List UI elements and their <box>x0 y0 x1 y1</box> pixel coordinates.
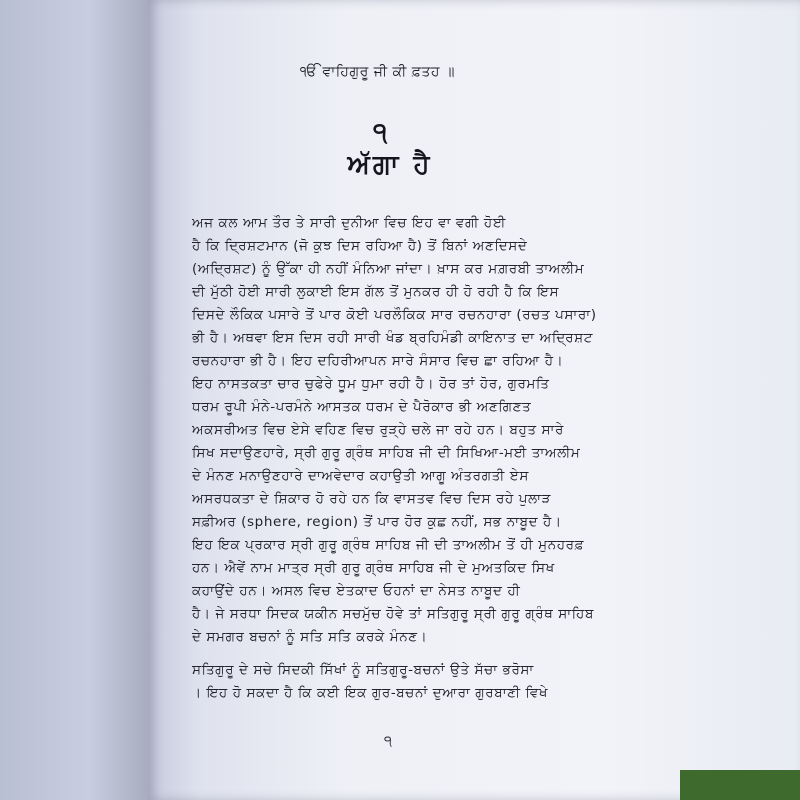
body-text <box>192 212 602 705</box>
text-line: ਅਸਰਧਕਤਾ ਦੇ ਸ਼ਿਕਾਰ ਹੋ ਰਹੇ ਹਨ ਕਿ ਵਾਸਤਵ ਵਿਚ ਦਿਸ ਰਹੇ ਪੁਲਾੜ <box>192 491 552 507</box>
text-line: ਦੀ ਮੁੱਠੀ ਹੋਈ ਸਾਰੀ ਲੁਕਾਈ ਇਸ ਗੱਲ ਤੋਂ ਮੁਨਕਰ ਹੀ ਹੋ ਰਹੀ ਹੈ ਕਿ ਇਸ <box>192 284 560 300</box>
text-line: ਹੈ। ਜੇ ਸਰਧਾ ਸਿਦਕ ਯਕੀਨ ਸਚਮੁੱਚ ਹੋਵੇ ਤਾਂ ਸਤਿਗੁਰੂ ਸ੍ਰੀ ਗੁਰੂ ਗ੍ਰੰਥ ਸਾਹਿਬ <box>192 606 594 622</box>
text-line: ਅਜ ਕਲ ਆਮ ਤੌਰ ਤੇ ਸਾਰੀ ਦੁਨੀਆ ਵਿਚ ਇਹ ਵਾ ਵਗੀ ਹੋਈ <box>192 215 506 231</box>
text-line: ਭੀ ਹੈ। ਅਥਵਾ ਇਸ ਦਿਸ ਰਹੀ ਸਾਰੀ ਖੰਡ ਬ੍ਰਹਿਮੰਡੀ ਕਾਇਨਾਤ ਦਾ ਅਦ੍ਰਿਸ਼ਟ <box>192 330 593 346</box>
text-line: ਇਹ ਨਾਸਤਕਤਾ ਚਾਰ ਚੁਫੇਰੇ ਧੂਮ ਧੁਮਾ ਰਹੀ ਹੈ। ਹੋਰ ਤਾਂ ਹੋਰ, ਗੁਰਮਤਿ <box>192 376 550 392</box>
text-line: ਦੇ ਸਮਗਰ ਬਚਨਾਂ ਨੂੰ ਸਤਿ ਸਤਿ ਕਰਕੇ ਮੰਨਣ। <box>192 629 428 645</box>
text-line: ਇਹ ਇਕ ਪ੍ਰਕਾਰ ਸ੍ਰੀ ਗੁਰੂ ਗ੍ਰੰਥ ਸਾਹਿਬ ਜੀ ਦੀ ਤਾਅਲੀਮ ਤੋਂ ਹੀ ਮੁਨਹਰਫ਼ <box>192 537 585 553</box>
book-spine <box>0 0 148 800</box>
page-number: ੧ <box>383 732 393 750</box>
text-line: ਸਿਖ ਸਦਾਉਣਹਾਰੇ, ਸ੍ਰੀ ਗੁਰੂ ਗ੍ਰੰਥ ਸਾਹਿਬ ਜੀ ਦੀ ਸਿਖਿਆ-ਮਈ ਤਾਅਲੀਮ <box>192 445 581 461</box>
invocation-line: ੴ ਵਾਹਿਗੁਰੂ ਜੀ ਕੀ ਫ਼ਤਹ ॥ <box>300 64 455 80</box>
chapter-number: ੧ <box>372 118 388 148</box>
text-line: ਹਨ। ਐਵੇਂ ਨਾਮ ਮਾਤ੍ਰ ਸ੍ਰੀ ਗੁਰੂ ਗ੍ਰੰਥ ਸਾਹਿਬ ਜੀ ਦੇ ਮੁਅਤਕਿਦ ਸਿਖ <box>192 560 555 576</box>
text-line: ਦਿਸਦੇ ਲੌਕਿਕ ਪਸਾਰੇ ਤੋਂ ਪਾਰ ਕੋਈ ਪਰਲੌਕਿਕ ਸਾਰ ਰਚਨਹਾਰਾ (ਰਚਤ ਪਸਾਰਾ) <box>192 307 597 323</box>
background-surface <box>680 770 800 800</box>
text-line: ਸਤਿਗੁਰੂ ਦੇ ਸਚੇ ਸਿਦਕੀ ਸਿੱਖਾਂ ਨੂੰ ਸਤਿਗੁਰੂ-ਬਚਨਾਂ ਉਤੇ ਸੱਚਾ ਭਰੋਸਾ <box>192 662 534 678</box>
text-line: ਕਹਾਉਂਦੇ ਹਨ। ਅਸਲ ਵਿਚ ਏਤਕਾਦ ਓਹਨਾਂ ਦਾ ਨੇਸਤ ਨਾਬੂਦ ਹੀ <box>192 583 521 599</box>
text-line: (ਅਦ੍ਰਿਸ਼ਟ) ਨੂੰ ਉੱਕਾ ਹੀ ਨਹੀਂ ਮੰਨਿਆ ਜਾਂਦਾ। ਖ਼ਾਸ ਕਰ ਮਗ਼ਰਬੀ ਤਾਅਲੀਮ <box>192 261 585 277</box>
text-line: ਧਰਮ ਰੂਪੀ ਮੰਨੇ-ਪਰਮੰਨੇ ਆਸਤਕ ਧਰਮ ਦੇ ਪੈਰੋਕਾਰ ਭੀ ਅਣਗਿਣਤ <box>192 399 532 415</box>
text-line: ਦੇ ਮੰਨਣ ਮਨਾਉਣਹਾਰੇ ਦਾਅਵੇਦਾਰ ਕਹਾਉਤੀ ਆਗੂ ਅੰਤਰਗਤੀ ਏਸ <box>192 468 529 484</box>
text-line: ਅਕਸਰੀਅਤ ਵਿਚ ਏਸੇ ਵਹਿਣ ਵਿਚ ਰੁੜ੍ਹੇ ਚਲੇ ਜਾ ਰਹੇ ਹਨ। ਬਹੁਤ ਸਾਰੇ <box>192 422 564 438</box>
text-line: ਸਫ਼ੀਅਰ (sphere, region) ਤੋਂ ਪਾਰ ਹੋਰ ਕੁਛ ਨਹੀਂ, ਸਭ ਨਾਬੂਦ ਹੈ। <box>192 514 562 530</box>
text-line: ਹੈ ਕਿ ਦ੍ਰਿਸ਼ਟਮਾਨ (ਜੋ ਕੁਝ ਦਿਸ ਰਹਿਆ ਹੈ) ਤੋਂ ਬਿਨਾਂ ਅਣਦਿਸਦੇ <box>192 238 528 254</box>
chapter-title: ਅੱਗਾ ਹੈ <box>347 150 433 180</box>
text-line: । ਇਹ ਹੋ ਸਕਦਾ ਹੈ ਕਿ ਕਈ ਇਕ ਗੁਰ-ਬਚਨਾਂ ਦੁਆਰਾ ਗੁਰਬਾਣੀ ਵਿਖੇ <box>192 685 549 701</box>
text-line: ਰਚਨਹਾਰਾ ਭੀ ਹੈ। ਇਹ ਦਹਿਰੀਆਪਨ ਸਾਰੇ ਸੰਸਾਰ ਵਿਚ ਛਾ ਰਹਿਆ ਹੈ। <box>192 353 564 369</box>
